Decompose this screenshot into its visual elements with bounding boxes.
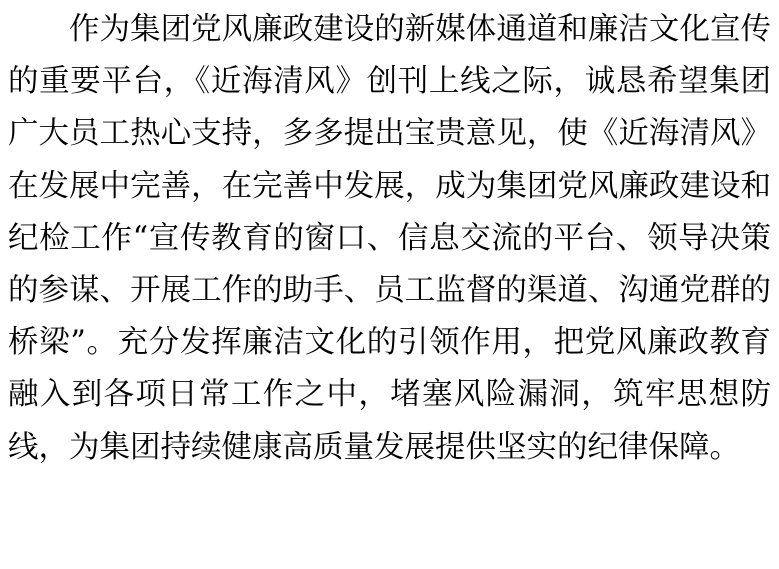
document-body-paragraph: 作为集团党风廉政建设的新媒体通道和廉洁文化宣传的重要平台，《近海清风》创刊上线之际，诚恳希望集团广大员工热心支持，多多提出宝贵意见，使《近海清风》在发展中完善，在完善中发展，成为集团党风廉政建设和纪检工作“宣传教育的窗口、信息交流的平台、领导决策的参谋、开展工作的助手、员工监督的渠道、沟通党群的桥梁”。充分发挥廉洁文化的引领作用，把党风廉政教育融入到各项日常工作之中，堵塞风险漏洞，筑牢思想防线，为集团持续健康高质量发展提供坚实的纪律保障。 [8, 12, 771, 465]
